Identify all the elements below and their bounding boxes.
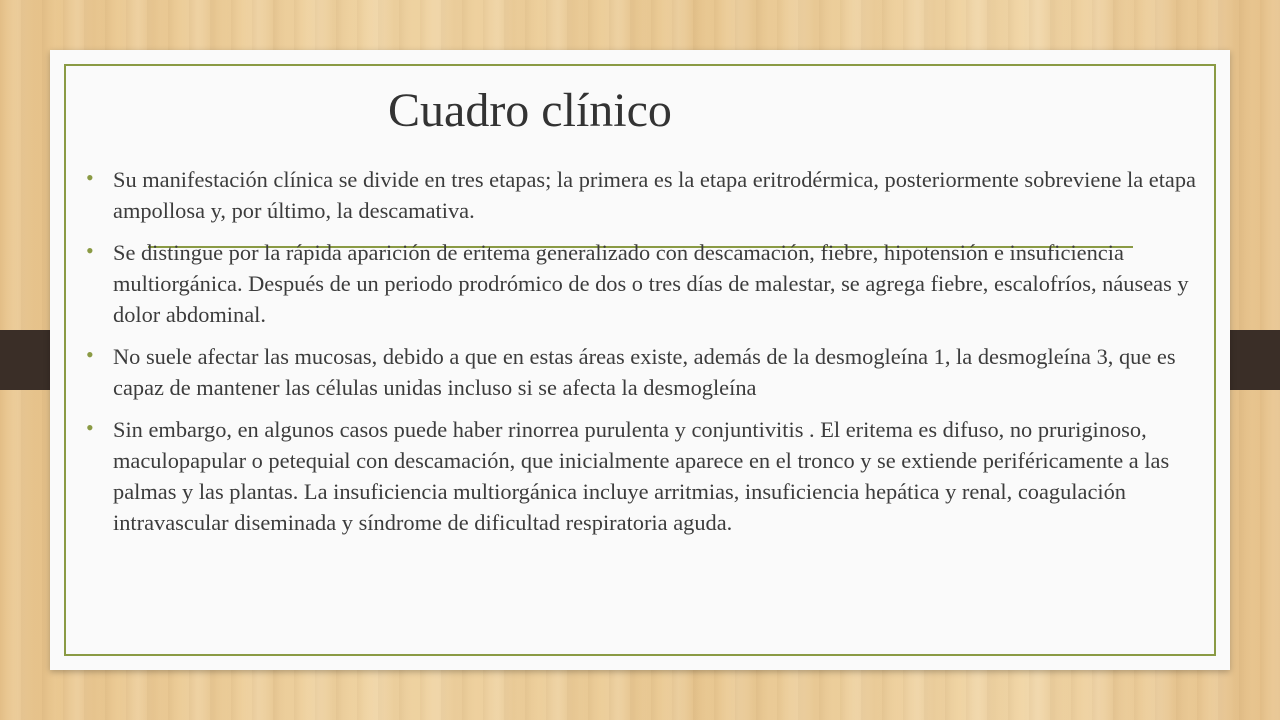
bullet-item (86, 341, 1226, 403)
bullet-item (86, 414, 1226, 538)
bullet-dot-icon: • (86, 238, 94, 263)
bullet-list (86, 164, 1226, 538)
bullet-text: Se distingue por la rápida aparición de eritema generalizado con descamación, fiebre, hipotensión e insuficiencia multiorgánica. Después de un periodo prodrómico de dos o tres días de malestar, se agrega fiebre, escalofríos, náuseas y dolor abdominal. (113, 240, 1189, 327)
bullet-item (86, 237, 1226, 330)
bullet-text: No suele afectar las mucosas, debido a que en estas áreas existe, además de la desmogleína 1, la desmogleína 3, que es capaz de mantener las células unidas incluso si se afecta la desmogleína (113, 344, 1176, 400)
slide-title: Cuadro clínico (388, 84, 672, 137)
bullet-dot-icon: • (86, 342, 94, 367)
bullet-text: Sin embargo, en algunos casos puede haber rinorrea purulenta y conjuntivitis . El eritema es difuso, no pruriginoso, maculopapular o petequial con descamación, que inicialmente aparece en el tronco y se extiende periféricamente a las palmas y las plantas. La insuficiencia multiorgánica incluye arritmias, insuficiencia hepática y renal, coagulación intravascular diseminada y síndrome de dificultad respiratoria aguda. (113, 417, 1170, 535)
bullet-item (86, 164, 1226, 226)
bullet-dot-icon: • (86, 415, 94, 440)
bullet-text: Su manifestación clínica se divide en tres etapas; la primera es la etapa eritrodérmica, posteriormente sobreviene la etapa ampollosa y, por último, la descamativa. (113, 167, 1196, 223)
bullet-dot-icon: • (86, 165, 94, 190)
